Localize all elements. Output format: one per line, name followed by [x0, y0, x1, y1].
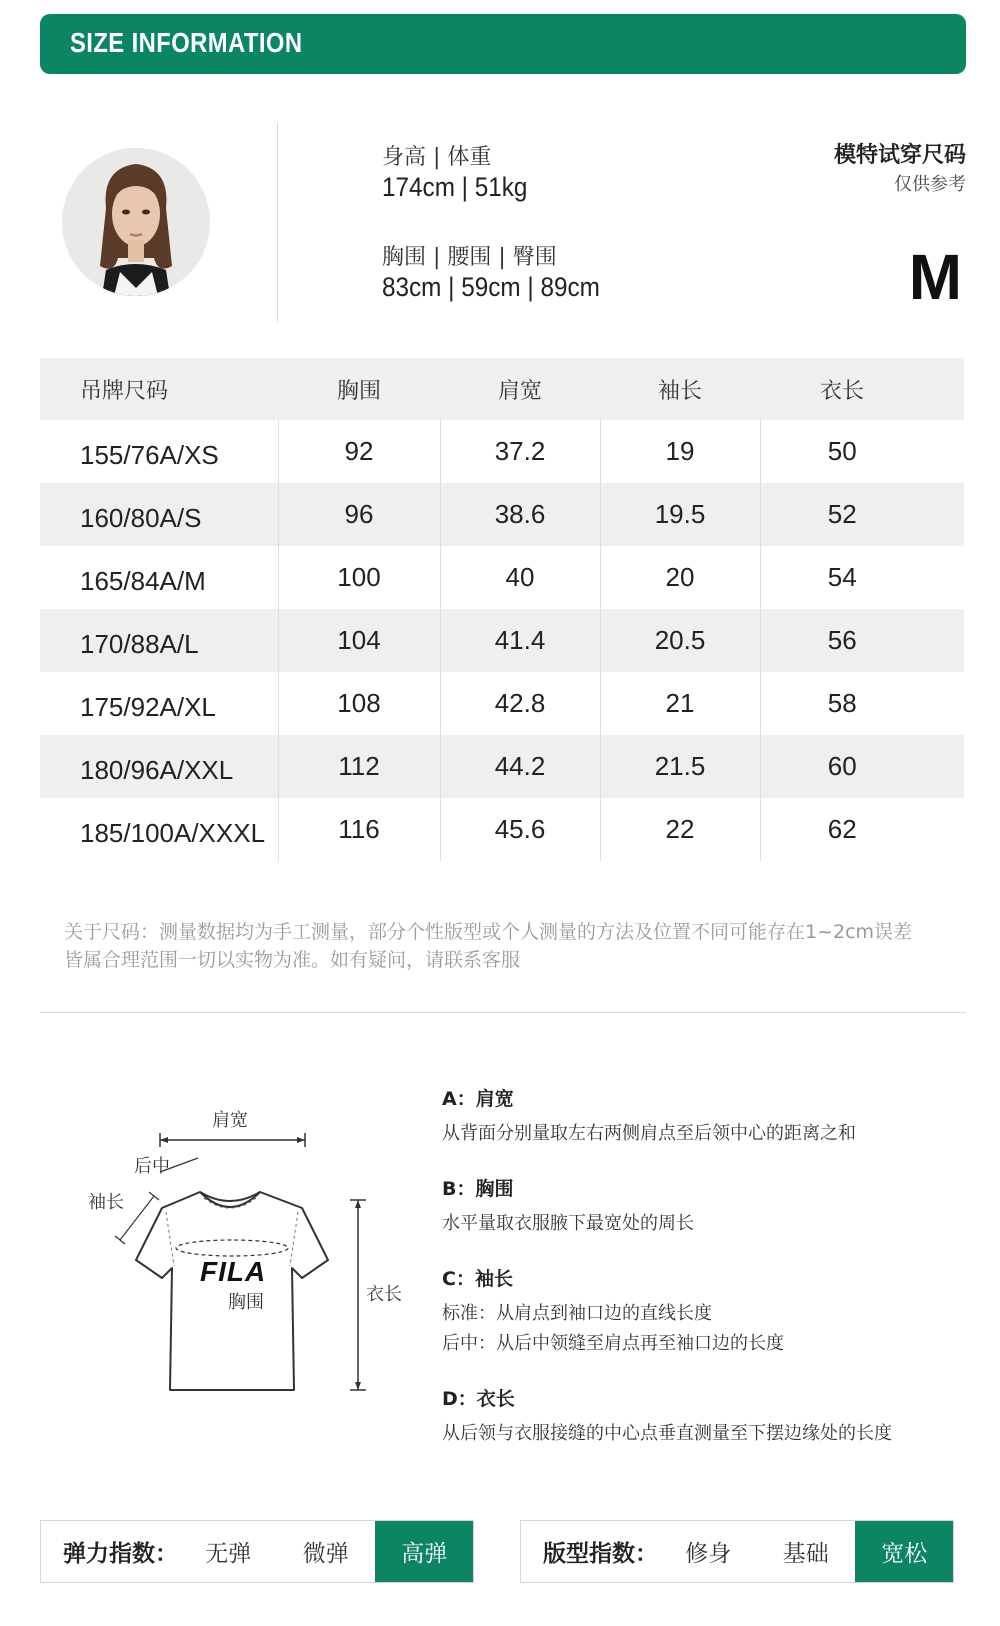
- table-row: [40, 609, 964, 672]
- table-cell: 56: [760, 609, 964, 672]
- table-cell: 180/96A/XXL: [40, 735, 278, 798]
- table-cell: 54: [760, 546, 964, 609]
- definition-text: 从后领与衣服接缝的中心点垂直测量至下摆边缘处的长度: [442, 1423, 892, 1444]
- table-cell: 22: [600, 798, 760, 861]
- definition-text: 水平量取衣服腋下最宽处的周长: [442, 1213, 694, 1234]
- model-fit-subtitle: 仅供参考: [894, 174, 966, 195]
- definition-text: 后中：从后中领缝至肩点再至袖口边的长度: [442, 1333, 784, 1354]
- fit-index-title: 版型指数：: [543, 1541, 658, 1567]
- body-measure-label: 胸围 | 腰围 | 臀围: [382, 245, 557, 270]
- table-cell: 52: [760, 483, 964, 546]
- table-cell: 58: [760, 672, 964, 735]
- table-cell: 20: [600, 546, 760, 609]
- definition-chest: [442, 1174, 694, 1239]
- fila-logo: FILA: [200, 1256, 267, 1287]
- table-cell: 21.5: [600, 735, 760, 798]
- table-cell: 40: [440, 546, 600, 609]
- table-cell: 60: [760, 735, 964, 798]
- header-bar: [40, 14, 966, 74]
- chest-label: 胸围: [228, 1292, 264, 1313]
- page-title: SIZE INFORMATION: [70, 27, 303, 58]
- table-cell: 165/84A/M: [80, 566, 206, 596]
- table-row: [40, 546, 964, 609]
- model-avatar: [62, 148, 210, 296]
- fit-option-loose: 宽松: [855, 1521, 953, 1582]
- model-fit-size: M: [908, 241, 962, 313]
- section-divider: [40, 1012, 966, 1013]
- measurement-note: [64, 918, 964, 974]
- definition-sleeve: [442, 1264, 784, 1359]
- table-row: [40, 483, 964, 546]
- elasticity-option-high: 高弹: [375, 1521, 473, 1582]
- table-cell: 62: [760, 798, 964, 861]
- table-cell: 185/100A/XXXL: [80, 818, 266, 848]
- height-weight-value: 174cm | 51kg: [382, 172, 528, 202]
- table-cell: 155/76A/XS: [80, 440, 219, 470]
- table-cell: 37.2: [440, 420, 600, 483]
- definition-text: 从背面分别量取左右两侧肩点至后领中心的距离之和: [442, 1123, 856, 1144]
- table-cell: 175/92A/XL: [80, 692, 216, 722]
- table-header-row: [40, 358, 964, 420]
- table-cell: 20.5: [600, 609, 760, 672]
- table-cell: 108: [278, 672, 440, 735]
- definition-title: D：衣长: [442, 1388, 515, 1410]
- sleeve-label: 袖长: [88, 1192, 124, 1213]
- table-header: 衣长: [760, 358, 964, 420]
- table-cell: 100: [278, 546, 440, 609]
- elasticity-option-slight: 微弹: [302, 1541, 349, 1567]
- table-cell: 112: [278, 735, 440, 798]
- height-weight-label: 身高 | 体重: [382, 145, 492, 170]
- fit-index: [520, 1520, 954, 1583]
- model-fit-title: 模特试穿尺码: [833, 143, 966, 168]
- model-portrait-icon: [62, 148, 210, 296]
- body-measure-value: 83cm | 59cm | 89cm: [382, 272, 600, 302]
- table-cell: 116: [278, 798, 440, 861]
- fit-option-regular: 基础: [782, 1541, 829, 1567]
- table-cell: 21: [600, 672, 760, 735]
- table-cell: 45.6: [440, 798, 600, 861]
- back-center-label: 后中: [134, 1156, 170, 1177]
- elasticity-title: 弹力指数：: [63, 1541, 178, 1567]
- table-cell: 104: [278, 609, 440, 672]
- table-cell: 19.5: [600, 483, 760, 546]
- table-cell: 42.8: [440, 672, 600, 735]
- definition-title: C：袖长: [442, 1268, 513, 1290]
- table-cell: 19: [600, 420, 760, 483]
- table-header: 肩宽: [440, 358, 600, 420]
- fit-option-slim: 修身: [685, 1541, 732, 1567]
- definition-length: [442, 1384, 892, 1449]
- table-row: [40, 420, 964, 483]
- table-cell: 160/80A/S: [40, 483, 278, 546]
- table-cell: 92: [278, 420, 440, 483]
- table-cell: 41.4: [440, 609, 600, 672]
- table-header: 袖长: [600, 358, 760, 420]
- definition-title: B：胸围: [442, 1178, 514, 1200]
- table-header: 胸围: [278, 358, 440, 420]
- shoulder-label: 肩宽: [212, 1110, 248, 1131]
- table-cell: 50: [760, 420, 964, 483]
- table-row: [40, 672, 964, 735]
- note-line: 皆属合理范围一切以实物为准。如有疑问，请联系客服: [64, 949, 521, 971]
- table-cell: 44.2: [440, 735, 600, 798]
- model-divider: [277, 122, 278, 322]
- definition-text: 标准：从肩点到袖口边的直线长度: [442, 1303, 712, 1324]
- table-cell: 96: [278, 483, 440, 546]
- measurement-diagram: [80, 1100, 420, 1420]
- table-cell: 170/88A/L: [40, 609, 278, 672]
- table-row: [40, 735, 964, 798]
- size-table: [40, 358, 964, 861]
- elasticity-index: [40, 1520, 474, 1583]
- definition-shoulder: [442, 1084, 856, 1149]
- length-label: 衣长: [366, 1284, 402, 1305]
- table-cell: 38.6: [440, 483, 600, 546]
- table-row: [40, 798, 964, 861]
- elasticity-option-none: 无弹: [205, 1541, 252, 1567]
- table-header: 吊牌尺码: [40, 358, 278, 420]
- definition-title: A：肩宽: [442, 1088, 514, 1110]
- note-line: 关于尺码：测量数据均为手工测量，部分个性版型或个人测量的方法及位置不同可能存在1~2cm误差: [64, 921, 913, 943]
